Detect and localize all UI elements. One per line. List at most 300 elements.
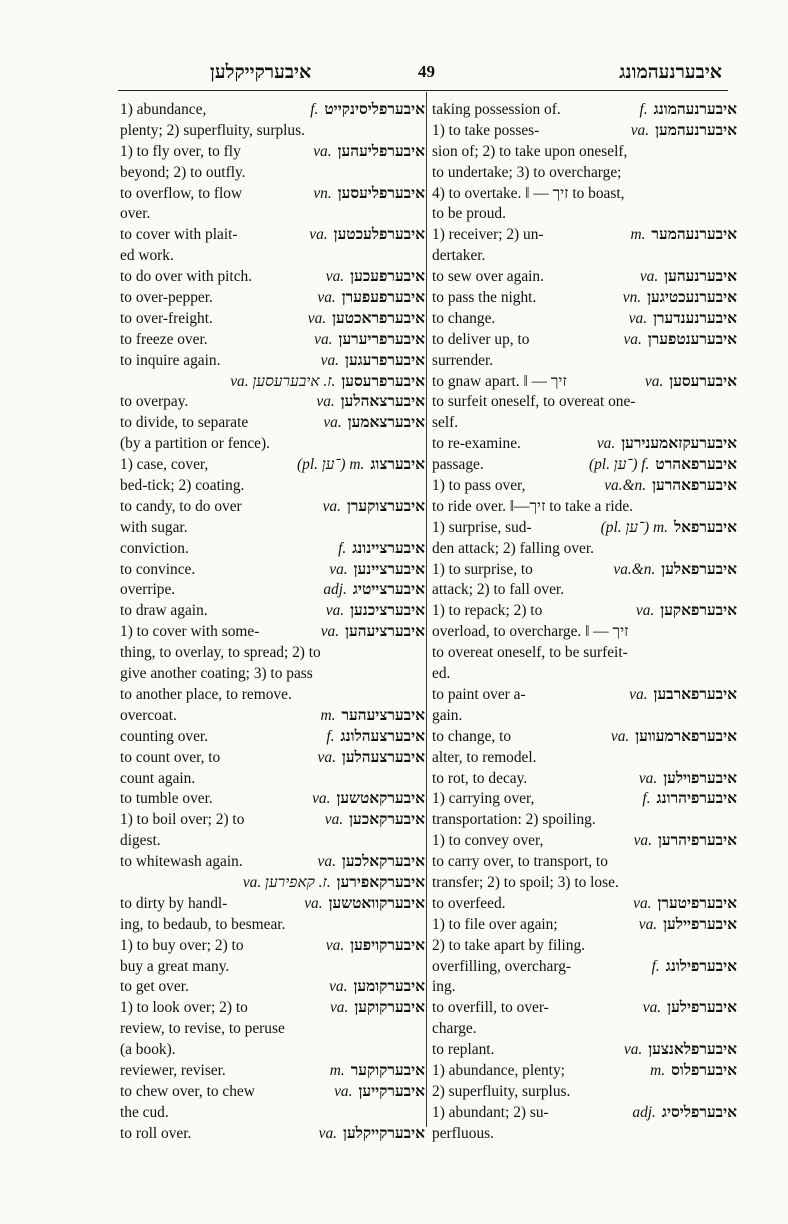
english-definition: to pass the night.	[432, 289, 537, 307]
english-definition: to gnaw apart. ‖ — זיך	[432, 372, 567, 390]
english-definition: over.	[120, 205, 151, 223]
english-definition: beyond; 2) to outfly.	[120, 163, 246, 181]
english-definition: 4) to overtake. ‖ — זיך to boast,	[432, 184, 625, 202]
entry-line	[432, 142, 737, 163]
english-definition: to be proud.	[432, 205, 506, 223]
yiddish-headword: איבערנעהמען	[655, 121, 737, 139]
english-definition: to carry over, to transport, to	[432, 853, 608, 871]
entry-line	[432, 915, 737, 936]
part-of-speech: va.	[329, 560, 348, 578]
right-column	[432, 100, 737, 1145]
english-definition: buy a great many.	[120, 957, 230, 975]
english-definition: with sugar.	[120, 518, 188, 536]
yiddish-headword: איבערפאקען	[660, 602, 737, 620]
english-definition: to overfeed.	[432, 894, 506, 912]
english-definition: to change, to	[432, 727, 512, 745]
entry-line	[120, 998, 425, 1019]
english-definition: to convince.	[120, 560, 196, 578]
english-definition: to overpay.	[120, 393, 189, 411]
entry-line	[432, 601, 737, 622]
entry-line	[120, 288, 425, 309]
english-definition: to over-pepper.	[120, 289, 213, 307]
entry-line	[120, 392, 425, 413]
english-definition: 1) to repack; 2) to	[432, 602, 543, 620]
entry-line	[432, 1082, 737, 1103]
entry-line	[120, 977, 425, 998]
header-left-guide-word: איבערקייקלען	[210, 62, 312, 83]
entry-line	[120, 664, 425, 685]
entry-line	[432, 309, 737, 330]
entry-line	[120, 476, 425, 497]
entry-line	[432, 455, 737, 476]
entry-line	[432, 1019, 737, 1040]
english-definition: to freeze over.	[120, 330, 208, 348]
yiddish-headword: איבערציעהען	[345, 623, 425, 641]
english-definition: to rot, to decay.	[432, 769, 528, 787]
english-definition: 1) abundance,	[120, 101, 207, 118]
yiddish-headword: איבערפיטערן	[657, 894, 737, 912]
entry-line	[120, 330, 425, 351]
yiddish-headword: איבערנעהמונג	[653, 101, 737, 118]
entry-line	[120, 622, 425, 643]
entry-line	[432, 769, 737, 790]
entry-line	[432, 1061, 737, 1082]
english-definition: review, to revise, to peruse	[120, 1020, 285, 1038]
entry-line	[120, 372, 425, 393]
english-definition: to another place, to remove.	[120, 685, 292, 703]
yiddish-headword: איבערצאהלען	[340, 393, 425, 411]
entry-line	[432, 267, 737, 288]
english-definition: to replant.	[432, 1041, 495, 1059]
entry-line	[432, 831, 737, 852]
english-definition: give another coating; 3) to pass	[120, 665, 313, 683]
english-definition: 2) to take apart by filing.	[432, 936, 586, 954]
entry-line	[432, 204, 737, 225]
english-definition: self.	[432, 414, 459, 432]
yiddish-headword: איבערענטפערן	[647, 330, 737, 348]
entry-line	[120, 643, 425, 664]
yiddish-headword: איבערפאהרען	[652, 477, 737, 495]
column-divider	[426, 92, 427, 1127]
yiddish-headword: איבערפליעהען	[337, 142, 425, 160]
yiddish-headword: איבערפארבען	[653, 685, 737, 703]
part-of-speech: va.	[325, 936, 345, 954]
yiddish-headword: איבערפלוס	[671, 1061, 737, 1079]
english-definition: overfilling, overcharg-	[432, 957, 572, 975]
part-of-speech: va.	[334, 1082, 353, 1100]
english-definition: 1) to cover with some-	[120, 623, 260, 641]
yiddish-headword: איבערפעפערן	[341, 289, 425, 307]
yiddish-headword: איבערפלאנצען	[648, 1041, 737, 1059]
part-of-speech: va.	[629, 685, 648, 703]
english-definition: to count over, to	[120, 748, 221, 766]
english-definition: to inquire again.	[120, 351, 221, 369]
entry-line	[120, 204, 425, 225]
yiddish-headword: איבערקאכען	[349, 811, 425, 829]
entry-line	[120, 852, 425, 873]
part-of-speech: f.	[642, 790, 651, 808]
part-of-speech: m.	[650, 1061, 666, 1079]
part-of-speech: adj.	[632, 1103, 656, 1121]
entry-line	[432, 977, 737, 998]
english-definition: to overfill, to over-	[432, 999, 549, 1017]
entry-line	[120, 539, 425, 560]
yiddish-headword: איבערעקזאמענירען	[621, 435, 737, 453]
part-of-speech: m.	[320, 706, 336, 724]
part-of-speech: va.	[644, 372, 664, 390]
english-definition: den attack; 2) falling over.	[432, 539, 594, 557]
yiddish-headword: איבערפרעגען	[345, 351, 425, 369]
entry-line	[120, 685, 425, 706]
entry-line	[120, 831, 425, 852]
english-definition: to get over.	[120, 978, 189, 996]
english-definition: ing, to bedaub, to besmear.	[120, 915, 286, 933]
entry-line	[432, 1040, 737, 1061]
english-definition: to chew over, to chew	[120, 1082, 255, 1100]
entry-line	[120, 789, 425, 810]
entry-line	[120, 727, 425, 748]
entry-line	[120, 769, 425, 790]
yiddish-headword: איבערצוקערן	[346, 497, 425, 515]
part-of-speech: va.	[623, 1041, 643, 1059]
entry-line	[120, 894, 425, 915]
part-of-speech: va.	[630, 121, 650, 139]
entry-line	[120, 413, 425, 434]
english-definition: to undertake; 3) to overcharge;	[432, 163, 622, 181]
english-definition: to do over with pitch.	[120, 268, 253, 286]
entry-line	[432, 163, 737, 184]
english-definition: 1) to take posses-	[432, 121, 540, 139]
part-of-speech: va.	[317, 853, 336, 871]
part-of-speech: va.	[309, 226, 328, 244]
part-of-speech: va.	[317, 289, 336, 307]
yiddish-headword: איבערפליסינקייט	[324, 101, 425, 118]
entry-line	[120, 810, 425, 831]
english-definition: ing.	[432, 978, 456, 996]
entry-line	[120, 1019, 425, 1040]
yiddish-headword: איבערציעהער	[341, 706, 425, 724]
part-of-speech: f.	[651, 957, 660, 975]
english-definition: counting over.	[120, 727, 209, 745]
page-header	[118, 62, 728, 91]
part-of-speech: f.	[326, 727, 335, 745]
yiddish-headword: איבערפלעכטען	[333, 226, 425, 244]
english-definition: 1) to file over again;	[432, 915, 558, 933]
yiddish-headword: איבערקומען	[353, 978, 425, 996]
entry-line	[432, 413, 737, 434]
yiddish-headword: איבערפראכטען	[332, 309, 425, 327]
yiddish-headword: איבערצייטיג	[352, 581, 425, 599]
entry-line	[120, 580, 425, 601]
english-definition: surrender.	[432, 351, 494, 369]
yiddish-headword: איבערקאטשען	[336, 790, 425, 808]
english-definition: to paint over a-	[432, 685, 526, 703]
english-definition: to cover with plait-	[120, 226, 238, 244]
english-definition: 1) to surprise, to	[432, 560, 533, 578]
english-definition: bed-tick; 2) coating.	[120, 477, 245, 495]
yiddish-headword: איבערפיהרונג	[656, 790, 737, 808]
entry-line	[432, 518, 737, 539]
part-of-speech: vn.	[622, 289, 642, 307]
english-definition: count again.	[120, 769, 196, 787]
entry-line	[120, 915, 425, 936]
english-definition: to re-examine.	[432, 435, 521, 453]
part-of-speech: va.	[322, 497, 341, 515]
entry-line	[120, 1103, 425, 1124]
entry-line	[432, 789, 737, 810]
part-of-speech: vn.	[313, 184, 332, 202]
entry-line	[120, 1061, 425, 1082]
part-of-speech: va.	[313, 142, 332, 160]
part-of-speech: va.	[325, 268, 345, 286]
english-definition: (a book).	[120, 1041, 176, 1059]
english-definition: 1) receiver; 2) un-	[432, 226, 544, 244]
yiddish-headword: איבערצאמען	[347, 414, 425, 432]
entry-line	[120, 1082, 425, 1103]
entry-line	[120, 497, 425, 518]
english-definition: transportation: 2) spoiling.	[432, 811, 596, 829]
entry-line	[432, 706, 737, 727]
yiddish-headword: איבערפוילען	[663, 769, 737, 787]
entry-line	[432, 936, 737, 957]
entry-line	[432, 894, 737, 915]
yiddish-headword: איבערקייען	[358, 1082, 425, 1100]
english-definition: reviewer, reviser.	[120, 1061, 226, 1079]
entry-line	[432, 1103, 737, 1124]
entry-line	[432, 643, 737, 664]
part-of-speech: va.	[628, 309, 648, 327]
entry-line	[432, 580, 737, 601]
yiddish-headword: איבערציינען	[353, 560, 425, 578]
yiddish-headword: איבערפליסיג	[661, 1103, 737, 1121]
english-definition: taking possession of.	[432, 101, 561, 118]
english-definition: 1) case, cover,	[120, 456, 209, 474]
part-of-speech: f.	[310, 101, 319, 118]
english-definition: 1) abundant; 2) su-	[432, 1103, 549, 1121]
part-of-speech: va.	[633, 832, 652, 850]
yiddish-headword: איבערקוואטשען	[328, 894, 425, 912]
entry-line	[432, 1124, 737, 1145]
entry-line	[432, 622, 737, 643]
entry-line	[432, 372, 737, 393]
english-definition: attack; 2) to fall over.	[432, 581, 565, 599]
entry-line	[120, 142, 425, 163]
entry-line	[432, 121, 737, 142]
entry-line	[120, 267, 425, 288]
yiddish-headword: איבערקויפען	[350, 936, 425, 954]
entry-line	[120, 957, 425, 978]
english-definition: to dirty by handl-	[120, 894, 228, 912]
part-of-speech: m.	[630, 226, 646, 244]
part-of-speech: va.	[639, 268, 659, 286]
part-of-speech: va.	[312, 790, 331, 808]
entry-line	[432, 873, 737, 894]
english-definition: to divide, to separate	[120, 414, 249, 432]
yiddish-headword: איבערפילען	[667, 999, 737, 1017]
part-of-speech: va.	[320, 623, 340, 641]
english-definition: overcoat.	[120, 706, 177, 724]
english-definition: alter, to remodel.	[432, 748, 537, 766]
part-of-speech: va.	[317, 748, 336, 766]
entry-line	[120, 121, 425, 142]
part-of-speech: va. ז. איבערעסען.	[230, 372, 336, 390]
english-definition: to sew over again.	[432, 268, 544, 286]
english-definition: gain.	[432, 706, 463, 724]
english-definition: 1) to buy over; 2) to	[120, 936, 244, 954]
english-definition: to surfeit oneself, to overeat one-	[432, 393, 636, 411]
entry-line	[432, 434, 737, 455]
english-definition: overripe.	[120, 581, 176, 599]
yiddish-headword: איבערצוג	[370, 456, 425, 474]
part-of-speech: va.	[596, 435, 616, 453]
yiddish-headword: איבערקאפירען	[336, 873, 425, 891]
english-definition: perfluous.	[432, 1124, 494, 1142]
part-of-speech: va.	[623, 330, 642, 348]
part-of-speech: va.	[323, 414, 342, 432]
yiddish-headword: איבערצעהלונג	[340, 727, 425, 745]
entry-line	[120, 601, 425, 622]
yiddish-headword: איבערציכנען	[350, 602, 425, 620]
yiddish-headword: איבערעסען	[669, 372, 737, 390]
part-of-speech: va.	[642, 999, 662, 1017]
english-definition: transfer; 2) to spoil; 3) to lose.	[432, 873, 619, 891]
english-definition: charge.	[432, 1020, 477, 1038]
yiddish-headword: איבערנענדערן	[653, 309, 737, 327]
entry-line	[120, 706, 425, 727]
english-definition: 1) abundance, plenty;	[432, 1061, 565, 1079]
part-of-speech: (pl. ־ען) f.	[588, 456, 650, 474]
entry-line	[120, 560, 425, 581]
entry-line	[432, 476, 737, 497]
part-of-speech: adj.	[323, 581, 347, 599]
part-of-speech: va.	[325, 602, 345, 620]
part-of-speech: (pl. ־ען) m.	[297, 456, 365, 474]
english-definition: to change.	[432, 309, 496, 327]
english-definition: 1) surprise, sud-	[432, 518, 532, 536]
part-of-speech: (pl. ־ען) m.	[600, 518, 668, 536]
entry-line	[432, 184, 737, 205]
english-definition: 2) superfluity, surplus.	[432, 1082, 571, 1100]
entry-line	[432, 392, 737, 413]
part-of-speech: va.	[324, 811, 344, 829]
entry-line	[432, 957, 737, 978]
part-of-speech: va.	[633, 894, 652, 912]
yiddish-headword: איבערציינונג	[352, 539, 425, 557]
english-definition: (by a partition or fence).	[120, 435, 270, 453]
part-of-speech: va.	[314, 330, 333, 348]
entry-line	[120, 434, 425, 455]
entry-line	[432, 351, 737, 372]
entry-line	[432, 852, 737, 873]
entry-line	[432, 497, 737, 518]
english-definition: 1) carrying over,	[432, 790, 535, 808]
entry-line	[120, 225, 425, 246]
english-definition: plenty; 2) superfluity, surplus.	[120, 121, 305, 139]
english-definition: to overflow, to flow	[120, 184, 243, 202]
english-definition: 1) to look over; 2) to	[120, 999, 248, 1017]
yiddish-headword: איבערפאהרט	[655, 456, 737, 474]
entry-line	[432, 225, 737, 246]
page-number: 49	[418, 62, 435, 81]
yiddish-headword: איבערפאל	[673, 518, 737, 536]
english-definition: conviction.	[120, 539, 189, 557]
english-definition: the cud.	[120, 1103, 169, 1121]
yiddish-headword: איבערפעכען	[350, 268, 425, 286]
entry-line	[120, 100, 425, 121]
english-definition: to whitewash again.	[120, 853, 243, 871]
yiddish-headword: איבערקוקער	[350, 1061, 425, 1079]
entry-line	[120, 748, 425, 769]
part-of-speech: va.	[638, 915, 658, 933]
entry-line	[120, 184, 425, 205]
yiddish-headword: איבערקאלכען	[341, 853, 425, 871]
part-of-speech: m.	[329, 1061, 345, 1079]
entry-line	[120, 936, 425, 957]
yiddish-headword: איבערפליעסען	[337, 184, 425, 202]
entry-line	[432, 685, 737, 706]
part-of-speech: va.	[316, 393, 335, 411]
entry-line	[120, 351, 425, 372]
entry-line	[120, 246, 425, 267]
entry-line	[432, 539, 737, 560]
english-definition: 1) to convey over,	[432, 832, 544, 850]
english-definition: ed.	[432, 665, 451, 683]
entry-line	[120, 309, 425, 330]
english-definition: overload, to overcharge. ‖ — זיך	[432, 623, 629, 641]
part-of-speech: va.&n.	[613, 560, 656, 578]
entry-line	[432, 560, 737, 581]
english-definition: 1) to pass over,	[432, 477, 526, 495]
part-of-speech: va.	[638, 769, 658, 787]
header-right-guide-word: איבערנעהמונג	[619, 62, 722, 83]
entry-line	[432, 330, 737, 351]
yiddish-headword: איבערקייקלען	[343, 1124, 425, 1142]
yiddish-headword: איבערפריערען	[338, 330, 425, 348]
entry-line	[432, 246, 737, 267]
english-definition: to roll over.	[120, 1124, 192, 1142]
english-definition: to candy, to do over	[120, 497, 242, 515]
english-definition: passage.	[432, 456, 484, 474]
english-definition: ed work.	[120, 247, 174, 265]
part-of-speech: va.&n.	[604, 477, 647, 495]
entry-line	[432, 727, 737, 748]
yiddish-headword: איבערקוקען	[354, 999, 425, 1017]
yiddish-headword: איבערנעכטיגען	[647, 289, 737, 307]
yiddish-headword: איבערנעהמער	[651, 226, 737, 244]
english-definition: thing, to overlay, to spread; 2) to	[120, 644, 321, 662]
part-of-speech: va.	[304, 894, 323, 912]
yiddish-headword: איבערפילונג	[665, 957, 737, 975]
part-of-speech: f.	[338, 539, 347, 557]
entry-line	[120, 163, 425, 184]
english-definition: dertaker.	[432, 247, 486, 265]
entry-line	[120, 518, 425, 539]
entry-line	[432, 748, 737, 769]
yiddish-headword: איבערפיילען	[663, 915, 737, 933]
part-of-speech: va.	[329, 999, 349, 1017]
english-definition: to deliver up, to	[432, 330, 530, 348]
entry-line	[432, 810, 737, 831]
part-of-speech: va.	[318, 1124, 338, 1142]
part-of-speech: va.	[635, 602, 655, 620]
entry-line	[120, 1124, 425, 1145]
english-definition: to overeat oneself, to be surfeit-	[432, 644, 628, 662]
yiddish-headword: איבערצעהלען	[341, 748, 425, 766]
english-definition: 1) to boil over; 2) to	[120, 811, 245, 829]
entry-line	[432, 288, 737, 309]
part-of-speech: va.	[610, 727, 630, 745]
english-definition: sion of; 2) to take upon oneself,	[432, 142, 628, 160]
